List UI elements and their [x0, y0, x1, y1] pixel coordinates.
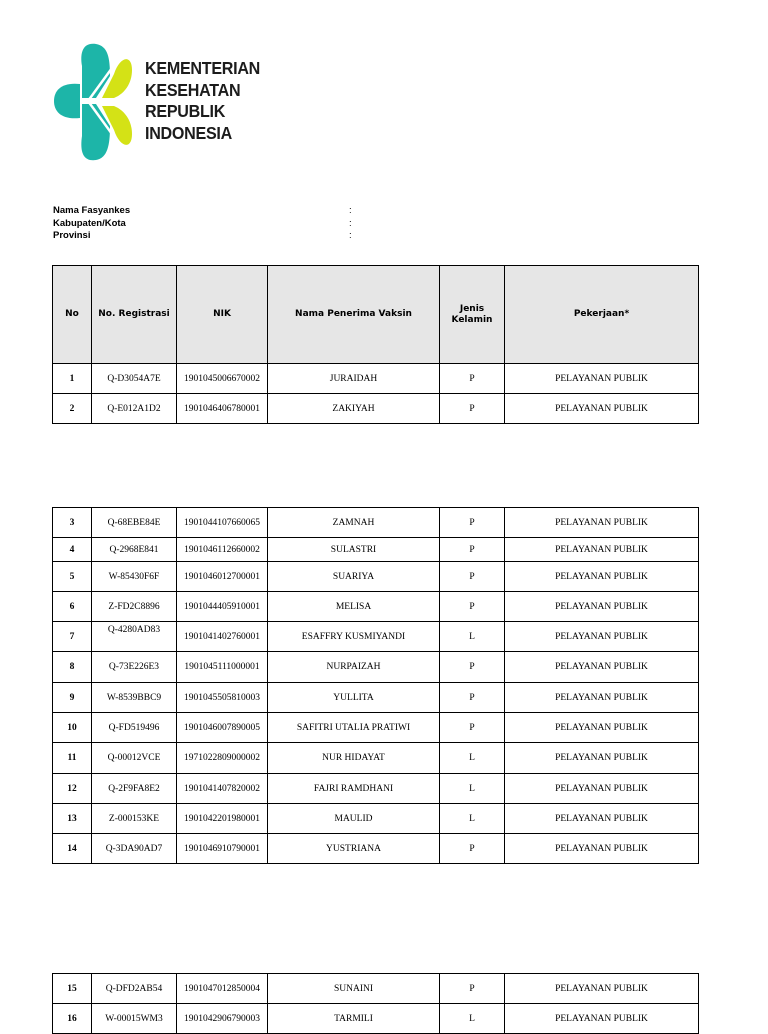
cell-gender: P [440, 562, 505, 592]
meta-colon: : [349, 205, 352, 216]
cell-gender: P [440, 974, 505, 1004]
cell-nik: 1901045006670002 [177, 364, 268, 394]
cell-nik: 1901041402760001 [177, 622, 268, 652]
cell-recipient-name: SULASTRI [268, 538, 440, 562]
header-occupation: Pekerjaan* [505, 266, 699, 364]
table-row [53, 508, 699, 538]
cell-gender: P [440, 538, 505, 562]
table-row [53, 713, 699, 743]
cell-recipient-name: SUNAINI [268, 974, 440, 1004]
table-row [53, 774, 699, 804]
cell-gender: L [440, 743, 505, 774]
cell-registration: Q-68EBE84E [92, 508, 177, 538]
cell-recipient-name: YUSTRIANA [268, 834, 440, 864]
cell-occupation: PELAYANAN PUBLIK [505, 592, 699, 622]
cell-occupation: PELAYANAN PUBLIK [505, 834, 699, 864]
cell-occupation: PELAYANAN PUBLIK [505, 974, 699, 1004]
cell-nik: 1901045111000001 [177, 652, 268, 683]
cell-registration: Q-00012VCE [92, 743, 177, 774]
cell-occupation: PELAYANAN PUBLIK [505, 713, 699, 743]
cell-no: 15 [53, 974, 92, 1004]
cell-nik: 1901046910790001 [177, 834, 268, 864]
cell-gender: L [440, 804, 505, 834]
table-row [53, 364, 699, 394]
cell-gender: P [440, 592, 505, 622]
cell-registration: W-00015WM3 [92, 1004, 177, 1034]
cell-no: 1 [53, 364, 92, 394]
cell-recipient-name: SAFITRI UTALIA PRATIWI [268, 713, 440, 743]
cell-no: 13 [53, 804, 92, 834]
table-row [53, 652, 699, 683]
cell-registration: Q-73E226E3 [92, 652, 177, 683]
cell-gender: P [440, 508, 505, 538]
cell-nik: 1901044405910001 [177, 592, 268, 622]
cell-no: 3 [53, 508, 92, 538]
cell-occupation: PELAYANAN PUBLIK [505, 622, 699, 652]
cell-no: 2 [53, 394, 92, 424]
cell-recipient-name: YULLITA [268, 683, 440, 713]
cell-occupation: PELAYANAN PUBLIK [505, 652, 699, 683]
facility-info [53, 205, 373, 243]
table-header-row [53, 266, 699, 364]
cell-gender: P [440, 834, 505, 864]
cell-recipient-name: NUR HIDAYAT [268, 743, 440, 774]
cell-occupation: PELAYANAN PUBLIK [505, 538, 699, 562]
cell-no: 4 [53, 538, 92, 562]
vaccine-recipient-table-continued [52, 507, 699, 864]
cell-occupation: PELAYANAN PUBLIK [505, 364, 699, 394]
table-row [53, 622, 699, 652]
cell-no: 7 [53, 622, 92, 652]
cell-registration: Q-3DA90AD7 [92, 834, 177, 864]
cell-gender: P [440, 652, 505, 683]
cell-nik: 1901042201980001 [177, 804, 268, 834]
meta-label: Nama Fasyankes [53, 205, 131, 216]
cell-gender: L [440, 774, 505, 804]
cell-registration: Q-2F9FA8E2 [92, 774, 177, 804]
vaccine-recipient-table-continued [52, 973, 699, 1034]
cell-occupation: PELAYANAN PUBLIK [505, 508, 699, 538]
cell-registration: Q-D3054A7E [92, 364, 177, 394]
table-row [53, 743, 699, 774]
cell-occupation: PELAYANAN PUBLIK [505, 562, 699, 592]
table-row [53, 538, 699, 562]
cell-no: 16 [53, 1004, 92, 1034]
header-no: No [53, 266, 92, 364]
cell-occupation: PELAYANAN PUBLIK [505, 1004, 699, 1034]
cell-registration: Q-E012A1D2 [92, 394, 177, 424]
cell-occupation: PELAYANAN PUBLIK [505, 683, 699, 713]
logo-line: KEMENTERIAN [145, 58, 261, 78]
cell-nik: 1971022809000002 [177, 743, 268, 774]
cell-no: 11 [53, 743, 92, 774]
logo-line: REPUBLIK [145, 101, 226, 121]
cell-nik: 1901046112660002 [177, 538, 268, 562]
cell-occupation: PELAYANAN PUBLIK [505, 394, 699, 424]
cell-no: 6 [53, 592, 92, 622]
cell-no: 12 [53, 774, 92, 804]
cell-nik: 1901041407820002 [177, 774, 268, 804]
table-row [53, 562, 699, 592]
meta-colon: : [349, 230, 352, 241]
cell-recipient-name: MAULID [268, 804, 440, 834]
meta-row-fasyankes [53, 205, 373, 218]
cell-nik: 1901045505810003 [177, 683, 268, 713]
cell-occupation: PELAYANAN PUBLIK [505, 804, 699, 834]
cell-recipient-name: TARMILI [268, 1004, 440, 1034]
cell-registration: Q-FD519496 [92, 713, 177, 743]
cell-recipient-name: JURAIDAH [268, 364, 440, 394]
vaccine-recipient-table [52, 265, 699, 424]
cell-nik: 1901046406780001 [177, 394, 268, 424]
cell-nik: 1901042906790003 [177, 1004, 268, 1034]
table-row [53, 804, 699, 834]
cell-recipient-name: NURPAIZAH [268, 652, 440, 683]
cell-registration: Q-DFD2AB54 [92, 974, 177, 1004]
cell-recipient-name: SUARIYA [268, 562, 440, 592]
header-gender [440, 266, 505, 364]
cell-no: 14 [53, 834, 92, 864]
logo-line: KESEHATAN [145, 79, 241, 100]
table-row [53, 1004, 699, 1034]
cell-no: 8 [53, 652, 92, 683]
table-row [53, 394, 699, 424]
cell-recipient-name: ZAMNAH [268, 508, 440, 538]
meta-label: Kabupaten/Kota [53, 217, 126, 229]
table-row [53, 834, 699, 864]
logo-wordmark [145, 58, 260, 144]
cell-registration: W-8539BBC9 [92, 683, 177, 713]
cell-gender: L [440, 1004, 505, 1034]
cell-gender: P [440, 713, 505, 743]
header-recipient-name: Nama Penerima Vaksin [268, 266, 440, 364]
cell-recipient-name: ESAFFRY KUSMIYANDI [268, 622, 440, 652]
meta-label: Provinsi [53, 230, 91, 241]
meta-row-kabupaten [53, 218, 373, 231]
cell-registration: Q-2968E841 [92, 538, 177, 562]
meta-row-provinsi [53, 230, 373, 243]
cell-recipient-name: ZAKIYAH [268, 394, 440, 424]
cell-occupation: PELAYANAN PUBLIK [505, 774, 699, 804]
header-registration: No. Registrasi [92, 266, 177, 364]
logo-line: INDONESIA [145, 122, 232, 143]
cell-recipient-name: MELISA [268, 592, 440, 622]
cell-gender: L [440, 622, 505, 652]
cell-nik: 1901046007890005 [177, 713, 268, 743]
cell-gender: P [440, 394, 505, 424]
meta-colon: : [349, 217, 352, 229]
cell-registration: W-85430F6F [92, 562, 177, 592]
header-gender-label: Jenis Kelamin [451, 303, 493, 325]
cell-registration: Z-000153KE [92, 804, 177, 834]
cell-gender: P [440, 364, 505, 394]
cell-nik: 1901047012850004 [177, 974, 268, 1004]
table-row [53, 592, 699, 622]
cell-no: 10 [53, 713, 92, 743]
table-row [53, 974, 699, 1004]
cell-nik: 1901046012700001 [177, 562, 268, 592]
header-nik: NIK [177, 266, 268, 364]
cell-nik: 1901044107660065 [177, 508, 268, 538]
cell-no: 5 [53, 562, 92, 592]
cell-registration: Q-4280AD83 [92, 622, 177, 652]
table-row [53, 683, 699, 713]
cell-registration: Z-FD2C8896 [92, 592, 177, 622]
cell-gender: P [440, 683, 505, 713]
logo-left-leaf [54, 84, 80, 119]
cell-recipient-name: FAJRI RAMDHANI [268, 774, 440, 804]
cell-no: 9 [53, 683, 92, 713]
cell-occupation: PELAYANAN PUBLIK [505, 743, 699, 774]
